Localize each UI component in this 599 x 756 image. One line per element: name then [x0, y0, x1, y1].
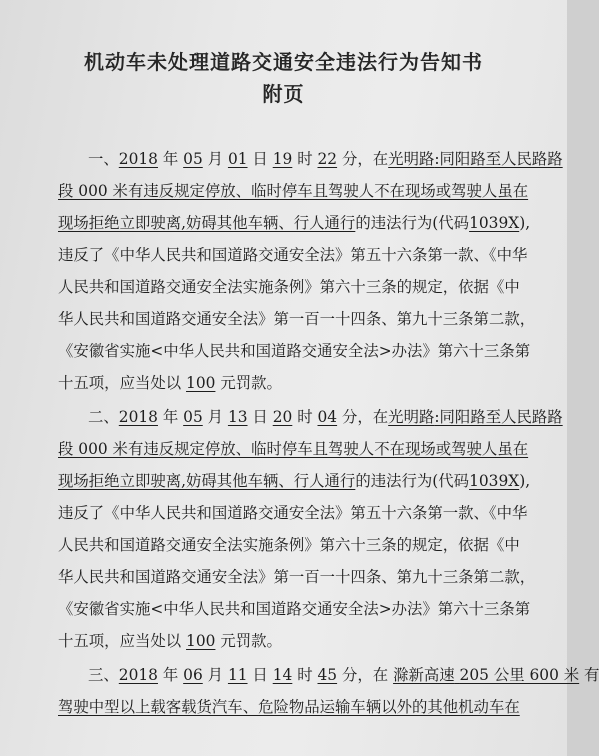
item-1-line-5: 人民共和国道路交通安全法实施条例》第六十三条的规定，依据《中	[58, 278, 520, 296]
item-2-line-8: 十五项，应当处以 100 元罚款。	[58, 632, 282, 650]
item-2-line-7: 《安徽省实施<中华人民共和国道路交通安全法>办法》第六十三条第	[58, 600, 531, 618]
document-title: 机动车未处理道路交通安全违法行为告知书	[84, 50, 483, 74]
item-1-line-1: 一、2018 年 05 月 01 日 19 时 22 分，在光明路:同阳路至人民路路	[88, 150, 563, 168]
item-1-line-8: 十五项，应当处以 100 元罚款。	[58, 374, 282, 392]
item-3-line-2: 驾驶中型以上载客载货汽车、危险物品运输车辆以外的其他机动车在	[58, 698, 520, 716]
item-1-line-2: 段 000 米有违反规定停放、临时停车且驾驶人不在现场或驾驶人虽在	[58, 182, 529, 200]
item-1-line-6: 华人民共和国道路交通安全法》第一百一十四条、第九十三条第二款，	[58, 310, 536, 328]
item-2-line-2: 段 000 米有违反规定停放、临时停车且驾驶人不在现场或驾驶人虽在	[58, 440, 529, 458]
item-2-line-3: 现场拒绝立即驶离,妨碍其他车辆、行人通行的违法行为(代码1039X),	[58, 472, 531, 490]
item-1-line-4: 违反了《中华人民共和国道路交通安全法》第五十六条第一款、《中华	[58, 246, 528, 264]
item-2-line-4: 违反了《中华人民共和国道路交通安全法》第五十六条第一款、《中华	[58, 504, 528, 522]
item-2-line-6: 华人民共和国道路交通安全法》第一百一十四条、第九十三条第二款，	[58, 568, 536, 586]
document-subtitle: 附页	[262, 82, 305, 106]
item-2-line-1: 二、2018 年 05 月 13 日 20 时 04 分，在光明路:同阳路至人民路路	[88, 408, 563, 426]
item-1-line-7: 《安徽省实施<中华人民共和国道路交通安全法>办法》第六十三条第	[58, 342, 531, 360]
item-3-line-1: 三、2018 年 06 月 11 日 14 时 45 分，在 滁新高速 205 公里 600 米 有	[88, 666, 599, 684]
item-2-line-5: 人民共和国道路交通安全法实施条例》第六十三条的规定，依据《中	[58, 536, 520, 554]
item-1-line-3: 现场拒绝立即驶离,妨碍其他车辆、行人通行的违法行为(代码1039X),	[58, 214, 531, 232]
